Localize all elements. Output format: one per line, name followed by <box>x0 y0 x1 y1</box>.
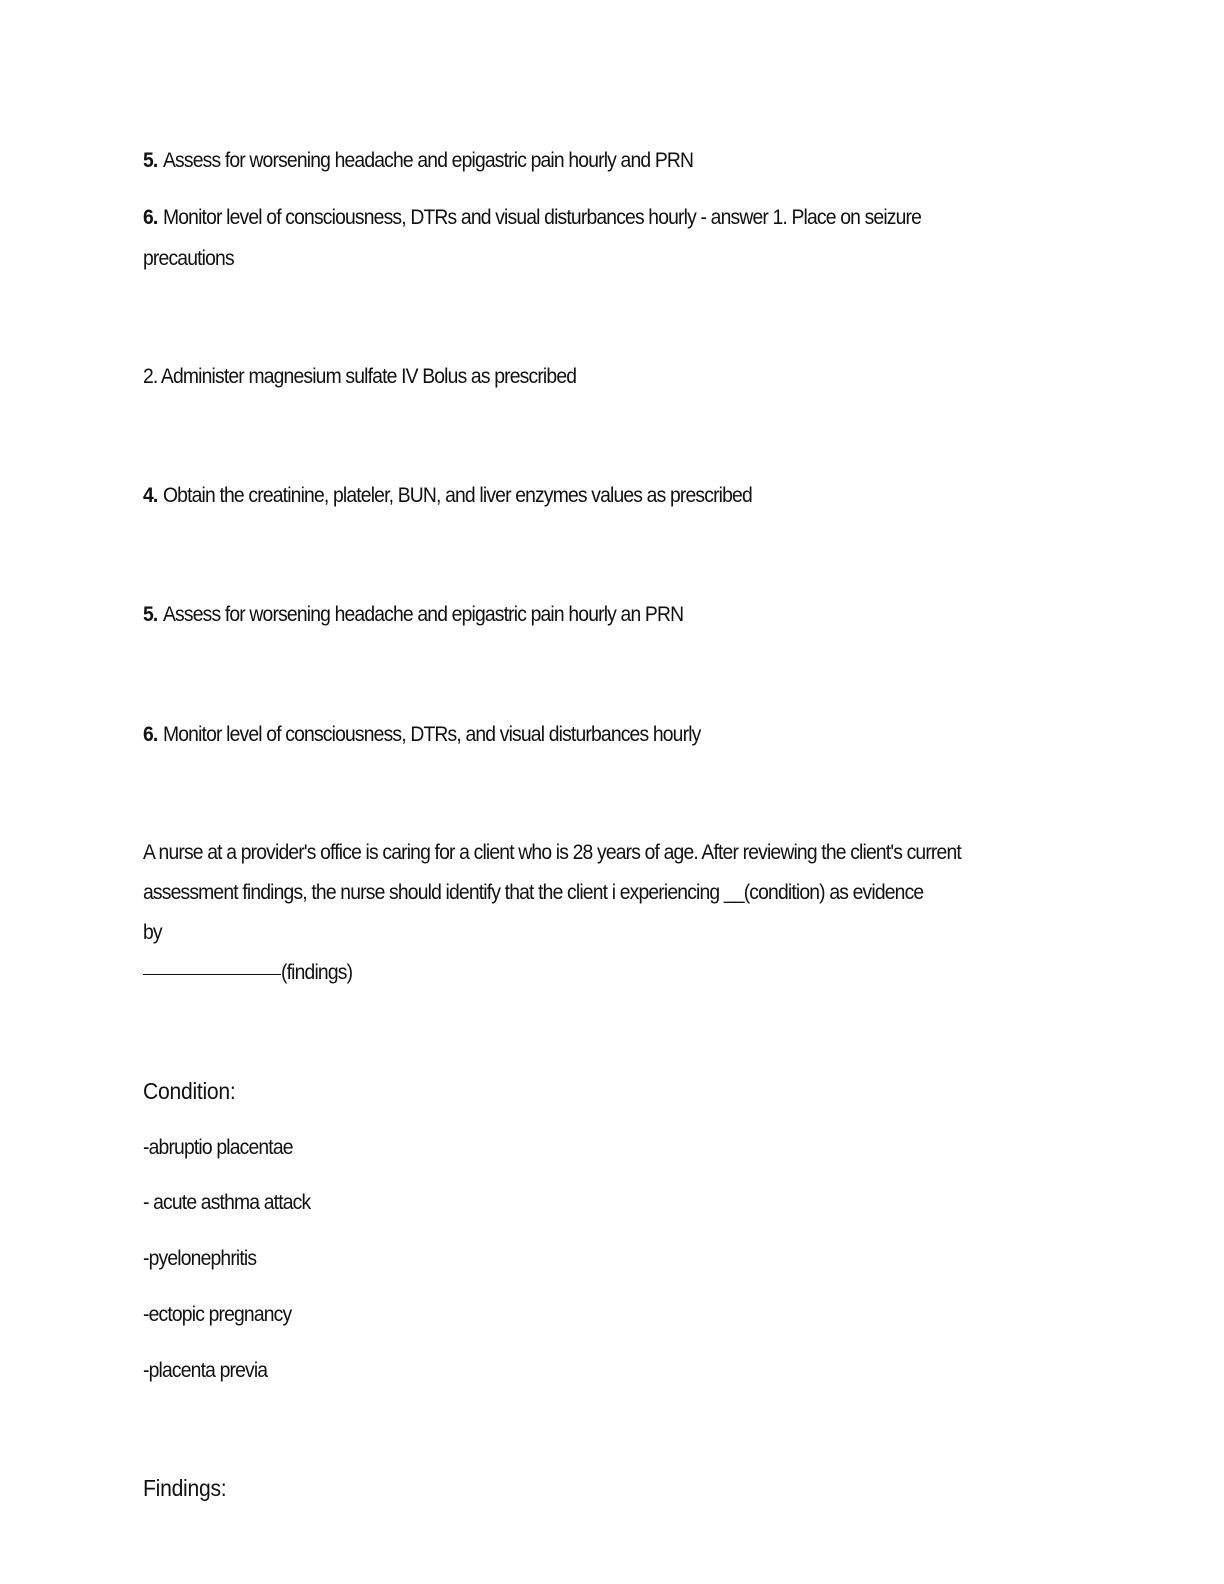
item-5-first <box>143 141 1008 181</box>
condition-option-text: -abruptio placentae <box>143 1136 293 1159</box>
question-text: assessment findings, the nurse should identify that the client i experiencing __(condition) as evidence <box>143 881 924 904</box>
item-4 <box>143 476 1008 516</box>
question-text: A nurse at a provider's office is caring for a client who is 28 years of age. After reviewing the client's current <box>143 841 961 864</box>
findings-heading <box>143 1468 1008 1508</box>
question-line-2 <box>143 873 1008 913</box>
condition-option <box>143 1128 1008 1168</box>
item-text: 2. Administer magnesium sulfate IV Bolus as prescribed <box>143 365 577 388</box>
item-text-continuation: precautions <box>143 247 234 270</box>
item-text: Monitor level of consciousness, DTRs and visual disturbances hourly - answer 1. Place on seizure <box>162 206 922 229</box>
question-line-4 <box>143 953 1008 993</box>
condition-heading-text: Condition: <box>143 1078 236 1104</box>
condition-option <box>143 1295 1008 1335</box>
findings-heading-text: Findings: <box>143 1475 227 1501</box>
item-number: 4. <box>143 484 158 507</box>
condition-option-text: -placenta previa <box>143 1359 268 1382</box>
item-text: Monitor level of consciousness, DTRs, and visual disturbances hourly <box>162 723 701 746</box>
answer-blank <box>143 973 281 975</box>
question-text: by <box>143 921 162 944</box>
item-text: Assess for worsening headache and epigastric pain hourly and PRN <box>162 149 694 172</box>
item-number: 6. <box>143 723 158 746</box>
condition-option <box>143 1351 1008 1391</box>
item-6-first <box>143 198 1008 238</box>
item-5-second <box>143 595 1008 635</box>
condition-option-text: -pyelonephritis <box>143 1247 257 1270</box>
condition-option <box>143 1183 1008 1223</box>
item-text: Assess for worsening headache and epigastric pain hourly an PRN <box>162 603 684 626</box>
question-line-3 <box>143 913 1008 953</box>
question-text: (findings) <box>281 961 353 984</box>
item-number: 5. <box>143 149 158 172</box>
item-number: 6. <box>143 206 158 229</box>
item-6-second <box>143 715 1008 755</box>
condition-option-text: -ectopic pregnancy <box>143 1303 292 1326</box>
item-2 <box>143 357 1008 397</box>
item-number: 5. <box>143 603 158 626</box>
condition-option <box>143 1239 1008 1279</box>
condition-option-text: - acute asthma attack <box>143 1191 311 1214</box>
condition-heading <box>143 1071 1008 1111</box>
item-6-continuation <box>143 239 1008 279</box>
question-line-1 <box>143 833 1008 873</box>
item-text: Obtain the creatinine, plateler, BUN, and liver enzymes values as prescribed <box>162 484 752 507</box>
